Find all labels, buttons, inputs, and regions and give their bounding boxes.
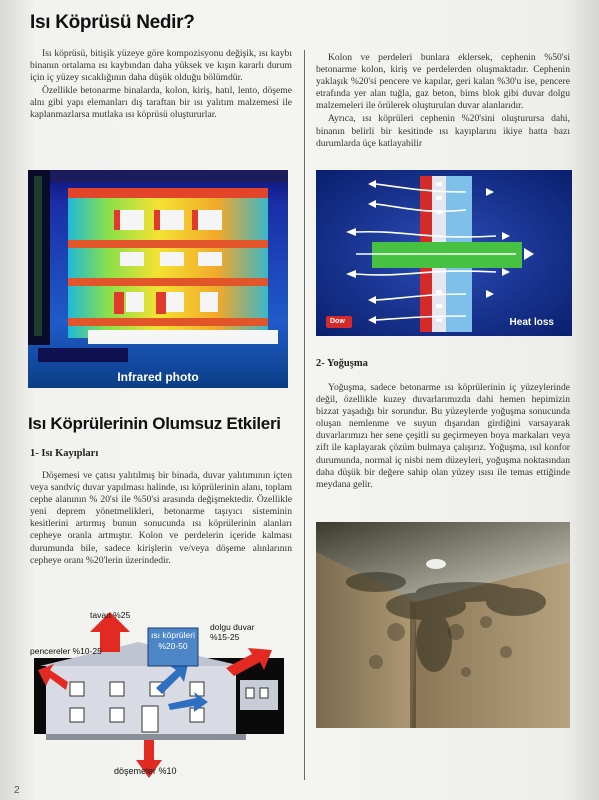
roof-label: tavan %25 (90, 610, 131, 620)
right-paragraph-2: Ayrıca, ısı köprüleri cephenin %20'sini oluşturursa dahi, binanın belirli bir kesitinde ısı kayıplarını ikiye hatta bazı durumlarda üçe katlayabilir (316, 113, 570, 149)
column-divider (304, 50, 305, 780)
windows-label: pencereler %10-25 (30, 646, 102, 656)
heat-loss-paragraph: Döşemesi ve çatısı yalıtılmış bir binada, duvar yalıtımının içten veya sandviç duvar yapılması halinde, ısı köprülerinin alanı, toplam cephe alanının % 20'si ile %50'si arasında değişmektedir. Özellikle yeni deprem yönetmelikleri, betonarme taşıyıcı sisteminin kesitlerini artırmış bunun sonucunda ısı köprülerinin alanları cepheye oranla artmıştır. Kolon ve perdelerin içeride kalması durumunda bile, sadece kirişlerin ve/veya döşeme alınlarının cepheye oranı %20'lerin üzerindedir. (30, 470, 292, 566)
mold-corner-photo (316, 522, 570, 728)
heat-loss-diagram (316, 170, 572, 336)
condensation-text (316, 382, 570, 492)
dow-logo: Dow (330, 318, 345, 325)
mold-corner-image (316, 522, 570, 728)
right-intro-text (316, 52, 570, 151)
intro-paragraph-1: Isı köprüsü, bitişik yüzeye göre kompozisyonu değişik, ısı kaybı binanın ortalama ısı kaybından daha yüksek ve kışın kararlı durum için iç yüzey sıcaklığının daha düşük olduğu bölümdür. (30, 48, 292, 84)
intro-text (30, 48, 292, 123)
heat-loss-text (30, 470, 292, 568)
page-title: Isı Köprüsü Nedir? (30, 12, 195, 33)
right-paragraph-1: Kolon ve perdeleri bunlara eklersek, cephenin %50'si betonarme kolon, kiriş ve perdelerden oluşmaktadır. Cephenin yaklaşık %20'si pencere ve kapılar, geri kalan %30'u ise, pencere etrafında yer alan tuğla, gaz beton, bims blok gibi duvar dolgu malzemeleri ile örülerek oluşturulan duvar alanlarıdır. (316, 52, 570, 112)
intro-paragraph-2: Özellikle betonarme binalarda, kolon, kiriş, hatıl, lento, döşeme alnı gibi yapı elemanları dış taraftan bir ısı yalıtım malzemesi ile kaplanmazlarsa mutlaka ısı köprüsü oluştururlar. (30, 85, 292, 121)
heat-loss-illustration (316, 170, 572, 336)
infrared-image (28, 170, 288, 388)
heat-loss-building-diagram (28, 608, 290, 780)
floors-label: döşemeler %10 (114, 766, 177, 776)
infill-wall-label: dolgu duvar %15-25 (210, 622, 255, 642)
thermal-bridges-label: ısı köprüleri %20-50 (151, 630, 195, 651)
infrared-caption: Infrared photo (117, 370, 199, 384)
infrared-photo (28, 170, 288, 388)
page-number: 2 (14, 785, 20, 796)
section-title: Isı Köprülerinin Olumsuz Etkileri (28, 414, 281, 433)
subsection-1-title: 1- Isı Kayıpları (30, 448, 99, 459)
condensation-paragraph: Yoğuşma, sadece betonarme ısı köprülerinin iç yüzeylerinde değil, özellikle kuzey duvarlarımızda dahi hemen hepimizin bizzat yaşadığı bir sorundur. Bu yüzeylerde yoğuşma sonucunda oluşan nemlenme ve suyun dışarıdan girdiğini varsayarak duvarlarımızı her sene çeşitli su geçirmeyen boya markaları veya zift ile kaplayarak çözüm bulmaya çalışırız. Yoğuşma, ısıl konfor durumunda, normal iç nisbi nem düzeyleri, yoğuşma noktasından daha düşük bir değere sahip olan yüzey ısısı ile temas ettiğinde meydana gelir. (316, 382, 570, 490)
subsection-2-title: 2- Yoğuşma (316, 358, 368, 369)
heat-loss-caption: Heat loss (509, 317, 554, 328)
